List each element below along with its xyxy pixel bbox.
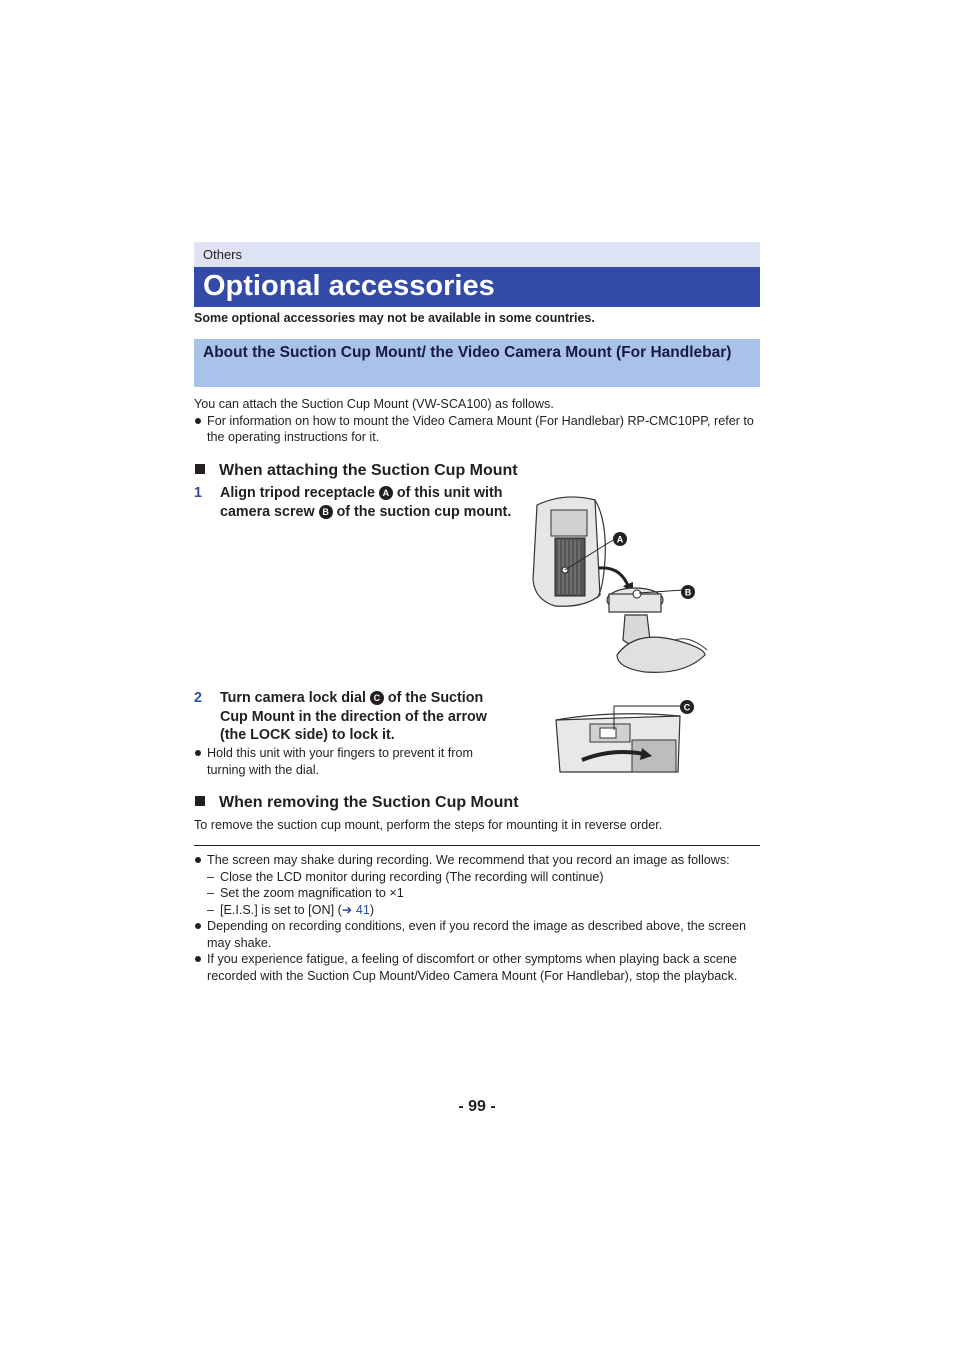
dash-symbol: – [207, 902, 215, 917]
note-dash-3-pre: [E.I.S.] is set to [ON] ( [220, 902, 342, 917]
lock-dial-illustration [552, 698, 702, 774]
note-bullet-1: The screen may shake during recording. We recommend that you record an image as follows: [194, 852, 760, 869]
removing-text: To remove the suction cup mount, perform the steps for mounting it in reverse order. [194, 818, 663, 832]
note-dash-3 [194, 902, 760, 919]
mount-illustration-1 [525, 490, 715, 680]
page-title: Optional accessories [194, 267, 760, 307]
label-b: B [684, 587, 692, 598]
square-bullet-icon [195, 796, 205, 806]
step-1-part1: Align tripod receptacle [220, 485, 375, 501]
badge-b: B [319, 505, 333, 519]
note-bullet-3: If you experience fatigue, a feeling of discomfort or other symptoms when playing back a scene recorded with the Suction Cup Mount/Video Camera Mount (For Handlebar), stop the playback. [194, 951, 760, 984]
subsection-title: About the Suction Cup Mount/ the Video Camera Mount (For Handlebar) [194, 339, 760, 387]
divider [194, 845, 760, 846]
note-bullet-2: Depending on recording conditions, even if you record the image as described above, the screen may shake. [194, 918, 760, 951]
page-number: - 99 - [458, 1098, 496, 1115]
step-1-text [220, 484, 514, 521]
step-2-number: 2 [194, 690, 202, 706]
attaching-heading-text: When attaching the Suction Cup Mount [219, 462, 518, 479]
section-label: Others [194, 242, 760, 267]
badge-c: C [370, 691, 384, 705]
intro-line: You can attach the Suction Cup Mount (VW-SCA100) as follows. [194, 397, 554, 411]
step-1-part2: of this unit with camera screw [220, 485, 503, 520]
step-2-text [220, 689, 514, 745]
notes [194, 852, 760, 984]
intro-text [194, 396, 760, 446]
step-2-part1: Turn camera lock dial [220, 690, 366, 706]
label-a: A [616, 534, 624, 545]
page-link-41[interactable]: ➜ 41 [341, 902, 370, 917]
intro-bullet: For information on how to mount the Video Camera Mount (For Handlebar) RP-CMC10PP, refer to the operating instructions for it. [194, 413, 760, 446]
dash-symbol: – [207, 869, 215, 884]
note-dash-1 [194, 869, 760, 886]
badge-a: A [379, 486, 393, 500]
note-dash-2-text: Set the zoom magnification to ×1 [220, 886, 404, 900]
step-2-note [194, 745, 494, 778]
square-bullet-icon [195, 464, 205, 474]
step-1-part3: of the suction cup mount. [336, 503, 512, 520]
label-c: C [683, 702, 691, 713]
note-dash-2 [194, 885, 760, 902]
step-1-number: 1 [194, 485, 202, 501]
note-dash-1-text: Close the LCD monitor during recording (The recording will continue) [220, 869, 604, 884]
removing-heading [194, 794, 519, 812]
removing-heading-text: When removing the Suction Cup Mount [219, 794, 519, 811]
availability-note: Some optional accessories may not be available in some countries. [194, 311, 595, 325]
note-dash-3-post: ) [369, 902, 375, 917]
step-2-part2: of the Suction Cup Mount in the direction of the arrow (the LOCK side) to lock it. [220, 690, 487, 743]
step-2-bullet: Hold this unit with your fingers to prevent it from turning with the dial. [194, 745, 494, 778]
attaching-heading [194, 462, 518, 480]
dash-symbol: – [207, 886, 215, 900]
